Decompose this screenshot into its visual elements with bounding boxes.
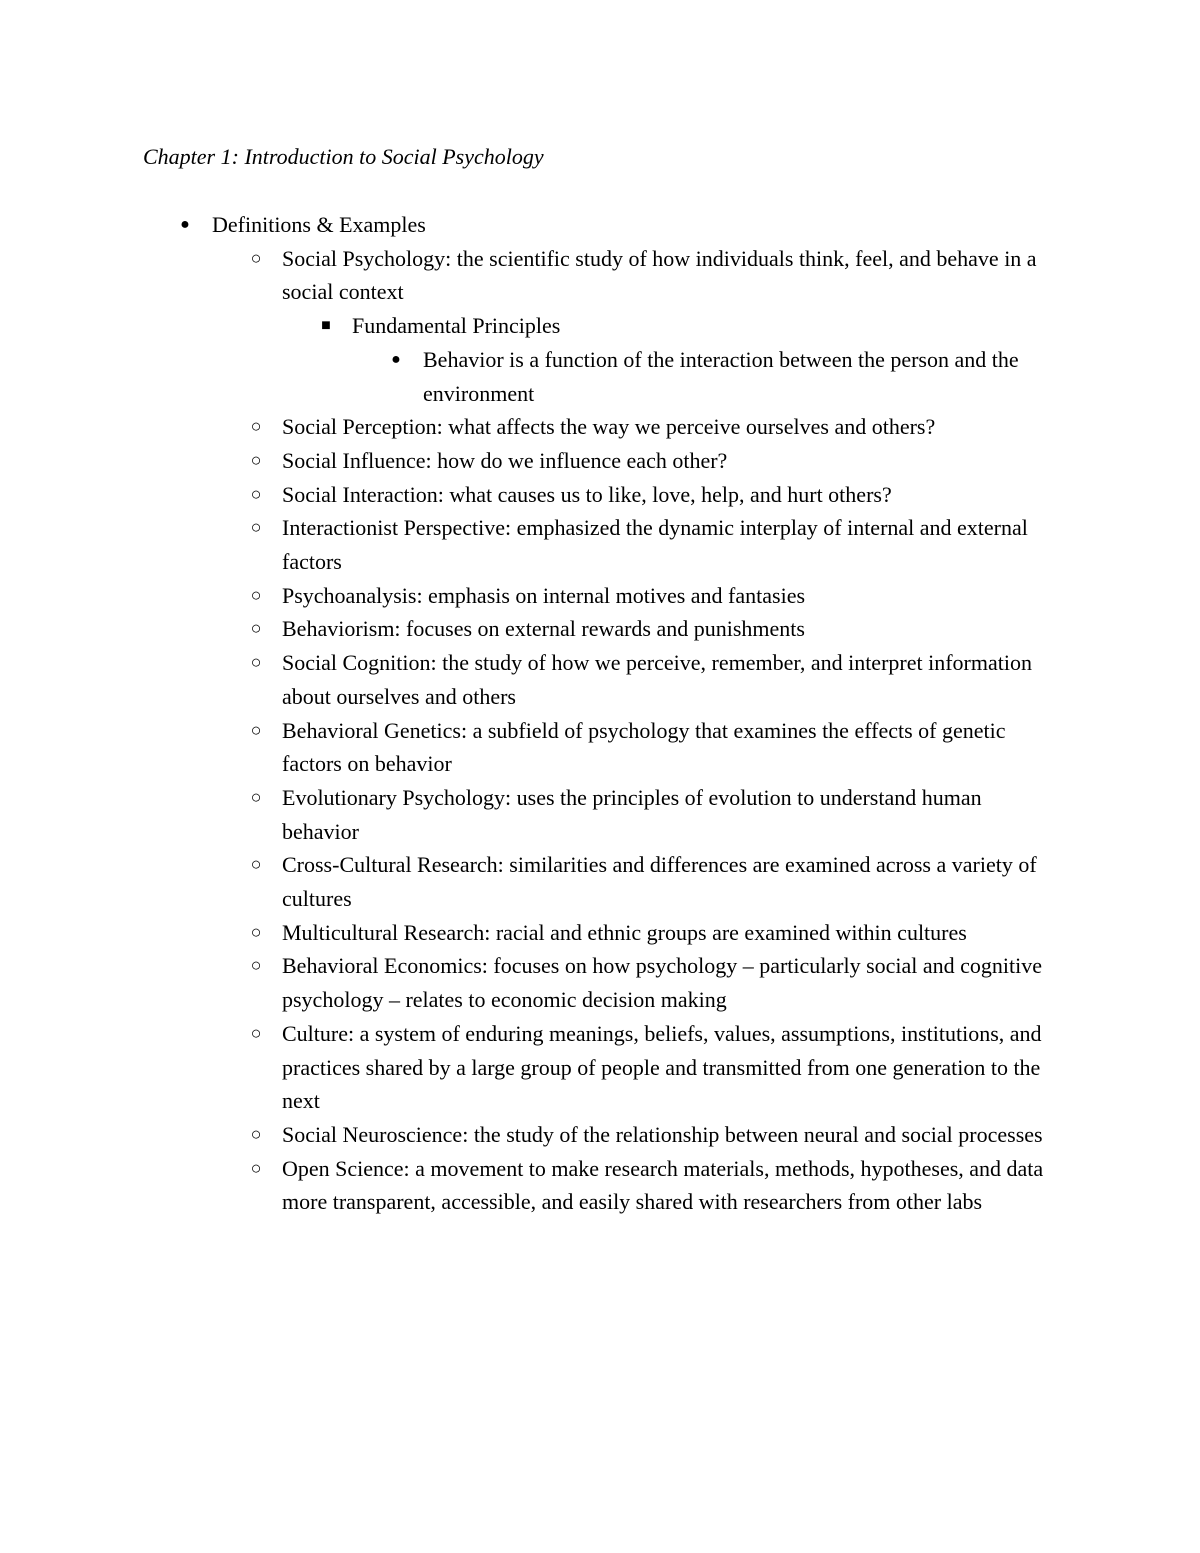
list-item-behavioral-genetics <box>0 714 1200 781</box>
list-item-text: Social Interaction: what causes us to like, love, help, and hurt others? <box>282 481 892 507</box>
list-item-text: Culture: a system of enduring meanings, beliefs, values, assumptions, institutions, and practices shared by a large group of people and transmitted from one generation to the next <box>282 1020 1042 1114</box>
list-item-psychoanalysis <box>0 579 1200 613</box>
hollow-circle-bullet-icon: ○ <box>250 584 262 605</box>
hollow-circle-bullet-icon: ○ <box>250 921 262 942</box>
list-item-social-psychology <box>0 242 1200 309</box>
hollow-circle-bullet-icon: ○ <box>250 652 262 673</box>
hollow-circle-bullet-icon: ○ <box>250 618 262 639</box>
list-item-text: Behavioral Genetics: a subfield of psychology that examines the effects of genetic factors on behavior <box>282 717 1006 777</box>
hollow-circle-bullet-icon: ○ <box>250 1022 262 1043</box>
list-item-text: Social Cognition: the study of how we perceive, remember, and interpret information about ourselves and others <box>282 650 1032 709</box>
hollow-circle-bullet-icon: ○ <box>250 786 262 807</box>
list-item-interactionist-perspective <box>0 511 1200 578</box>
list-item-behavior-function <box>0 343 1200 410</box>
hollow-circle-bullet-icon: ○ <box>250 1157 262 1178</box>
list-item-social-interaction <box>0 478 1200 512</box>
hollow-circle-bullet-icon: ○ <box>250 449 262 470</box>
list-item-text: Definitions & Examples <box>212 212 426 237</box>
hollow-circle-bullet-icon: ○ <box>250 247 262 268</box>
list-item-text: Psychoanalysis: emphasis on internal motives and fantasies <box>282 582 806 608</box>
list-item-text: Cross-Cultural Research: similarities and differences are examined across a variety of cultures <box>282 852 1037 912</box>
list-item-social-perception <box>0 410 1200 444</box>
outline-list <box>0 208 1200 1219</box>
list-item-text: Open Science: a movement to make research materials, methods, hypotheses, and data more transparent, accessible, and easily shared with researchers from other labs <box>282 1155 1044 1215</box>
list-item-text: Interactionist Perspective: emphasized the dynamic interplay of internal and external factors <box>282 515 1028 575</box>
list-item-text: Social Neuroscience: the study of the relationship between neural and social processes <box>282 1121 1043 1147</box>
list-item-text: Social Influence: how do we influence each other? <box>282 447 728 473</box>
list-item-cross-cultural-research <box>0 848 1200 915</box>
list-item-culture <box>0 1017 1200 1118</box>
list-item-evolutionary-psychology <box>0 781 1200 848</box>
list-item-fundamental-principles <box>0 309 1200 343</box>
hollow-circle-bullet-icon: ○ <box>250 1123 262 1144</box>
list-item-behavioral-economics <box>0 949 1200 1016</box>
filled-circle-bullet-icon: ● <box>391 350 401 368</box>
square-bullet-icon: ■ <box>321 317 331 335</box>
list-item-text: Fundamental Principles <box>352 313 561 339</box>
hollow-circle-bullet-icon: ○ <box>250 483 262 504</box>
list-item-multicultural-research <box>0 916 1200 950</box>
hollow-circle-bullet-icon: ○ <box>250 517 262 538</box>
list-item-open-science <box>0 1152 1200 1219</box>
list-item-text: Multicultural Research: racial and ethnic groups are examined within cultures <box>282 919 967 945</box>
list-item-text: Behavioral Economics: focuses on how psychology – particularly social and cognitive psychology – relates to economic decision making <box>282 953 1043 1013</box>
list-item-text: Evolutionary Psychology: uses the principles of evolution to understand human behavior <box>282 784 982 844</box>
list-item-text: Behavior is a function of the interaction between the person and the environment <box>423 346 1019 406</box>
list-item-social-influence <box>0 444 1200 478</box>
filled-circle-bullet-icon: ● <box>180 216 190 233</box>
list-item-text: Social Perception: what affects the way we perceive ourselves and others? <box>282 414 936 440</box>
hollow-circle-bullet-icon: ○ <box>250 416 262 437</box>
list-item-definitions-examples <box>0 208 1200 242</box>
list-item-text: Social Psychology: the scientific study of how individuals think, feel, and behave in a social context <box>282 245 1037 305</box>
chapter-title: Chapter 1: Introduction to Social Psychology <box>143 144 544 169</box>
list-item-behaviorism <box>0 612 1200 646</box>
list-item-social-cognition <box>0 646 1200 713</box>
list-item-social-neuroscience <box>0 1118 1200 1152</box>
hollow-circle-bullet-icon: ○ <box>250 719 262 740</box>
hollow-circle-bullet-icon: ○ <box>250 854 262 875</box>
hollow-circle-bullet-icon: ○ <box>250 955 262 976</box>
list-item-text: Behaviorism: focuses on external rewards and punishments <box>282 616 805 642</box>
